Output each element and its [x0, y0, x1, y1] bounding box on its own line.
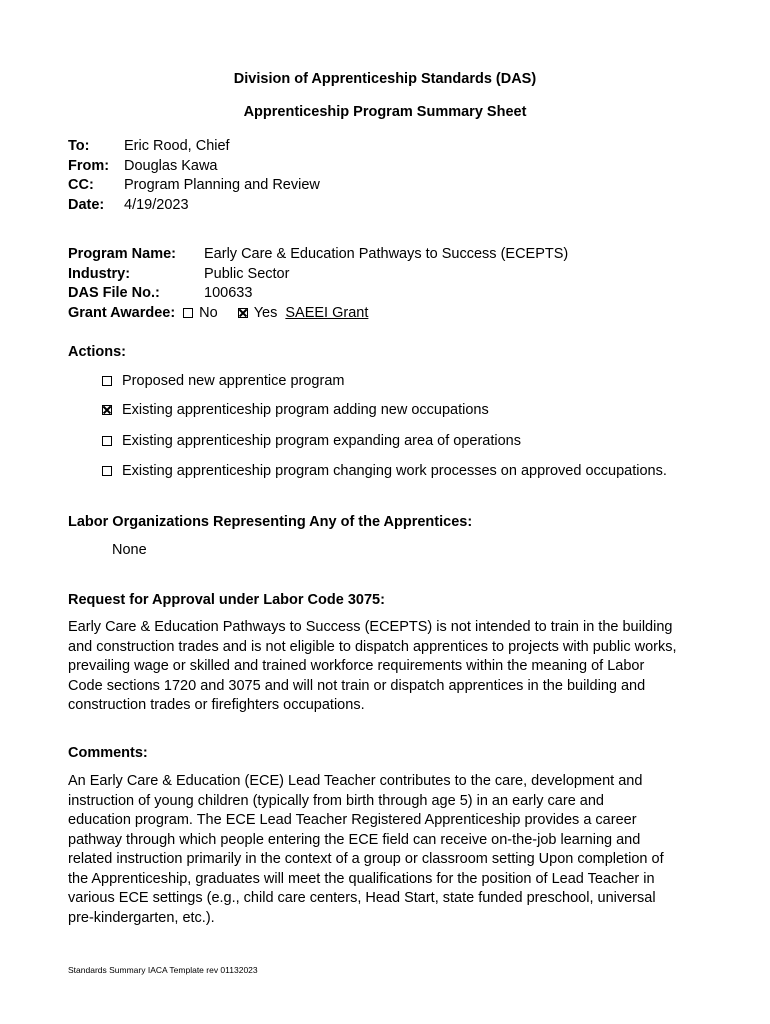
comments-line: education program. The ECE Lead Teacher Registered Apprenticeship provides a career — [68, 812, 637, 828]
memo-to-label: To: — [68, 138, 90, 154]
action-item — [102, 402, 489, 418]
action-checkbox[interactable] — [102, 376, 112, 386]
action-label: Existing apprenticeship program expanding area of operations — [122, 433, 521, 449]
file-no-label: DAS File No.: — [68, 285, 160, 301]
program-name-label: Program Name: — [68, 246, 176, 262]
industry-value: Public Sector — [204, 265, 290, 282]
footer-text: Standards Summary IACA Template rev 01132023 — [68, 965, 258, 975]
request-line: Code sections 1720 and 3075 and will not train or dispatch apprentices in the building and — [68, 677, 646, 694]
program-block — [68, 245, 568, 323]
comments-line: An Early Care & Education (ECE) Lead Teacher contributes to the care, development and — [68, 773, 643, 789]
program-name-value: Early Care & Education Pathways to Success (ECEPTS) — [204, 246, 569, 262]
comments-line: various ECE settings (e.g., child care centers, Head Start, state funded preschool, universal — [68, 890, 656, 906]
file-no-value: 100633 — [204, 285, 253, 301]
memo-cc-label: CC: — [68, 177, 94, 193]
industry-row — [68, 265, 568, 285]
comments-body — [68, 772, 708, 928]
comments-line: pathway through which people entering the ECE field can receive on-the-job learning and — [68, 831, 641, 848]
grant-row — [68, 304, 568, 324]
comments-heading: Comments: — [68, 745, 148, 761]
action-item — [102, 373, 344, 389]
grant-no-label: No — [199, 304, 218, 321]
comments-line: the Apprenticeship, graduates will meet the qualifications for the position of Lead Teacher in — [68, 870, 655, 887]
memo-cc — [68, 176, 320, 196]
request-line: construction trades or firefighters occupations. — [68, 697, 365, 713]
document-subtitle: Apprenticeship Program Summary Sheet — [243, 104, 527, 120]
memo-to — [68, 137, 320, 157]
memo-date-label: Date: — [68, 196, 105, 213]
action-item — [102, 433, 521, 449]
memo-date — [68, 196, 320, 216]
grant-name: SAEEI Grant — [285, 304, 369, 321]
grant-yes-label: Yes — [253, 304, 278, 321]
actions-heading: Actions: — [68, 344, 126, 360]
program-name-row — [68, 245, 568, 265]
request-line: prevailing wage or skilled and trained workforce requirements within the meaning of Labor — [68, 658, 645, 674]
grant-no-checkbox[interactable] — [183, 308, 193, 318]
document-title: Division of Apprenticeship Standards (DAS) — [233, 71, 537, 87]
comments-line: pre-kindergarten, etc.). — [68, 909, 215, 926]
action-label: Existing apprenticeship program adding new occupations — [122, 402, 489, 418]
request-line: Early Care & Education Pathways to Success (ECEPTS) is not intended to train in the building — [68, 619, 673, 635]
file-no-row — [68, 284, 568, 304]
memo-from — [68, 157, 320, 177]
action-checkbox[interactable] — [102, 436, 112, 446]
action-checkbox[interactable] — [102, 466, 112, 476]
memo-from-label: From: — [68, 157, 110, 174]
memo-date-value: 4/19/2023 — [124, 196, 189, 213]
industry-label: Industry: — [68, 265, 131, 282]
action-label: Existing apprenticeship program changing work processes on approved occupations. — [122, 463, 667, 479]
labor-heading: Labor Organizations Representing Any of the Apprentices: — [68, 514, 473, 530]
action-item — [102, 463, 667, 479]
action-label: Proposed new apprentice program — [122, 373, 345, 389]
request-body — [68, 618, 708, 716]
labor-value: None — [112, 542, 147, 558]
memo-block — [68, 137, 320, 215]
comments-line: related instruction primarily in the context of a group or classroom setting Upon completion of — [68, 851, 664, 867]
grant-label: Grant Awardee: — [68, 304, 176, 321]
request-heading: Request for Approval under Labor Code 3075: — [68, 592, 385, 608]
memo-cc-value: Program Planning and Review — [124, 177, 320, 193]
grant-yes-checkbox[interactable] — [238, 308, 248, 318]
action-checkbox[interactable] — [102, 405, 112, 415]
memo-to-value: Eric Rood, Chief — [124, 138, 230, 154]
request-line: and construction trades and is not eligible to dispatch apprentices to projects with public works, — [68, 638, 677, 655]
comments-line: instruction of young children (typically from birth through age 5) in an early care and — [68, 792, 604, 809]
memo-from-value: Douglas Kawa — [124, 157, 218, 174]
